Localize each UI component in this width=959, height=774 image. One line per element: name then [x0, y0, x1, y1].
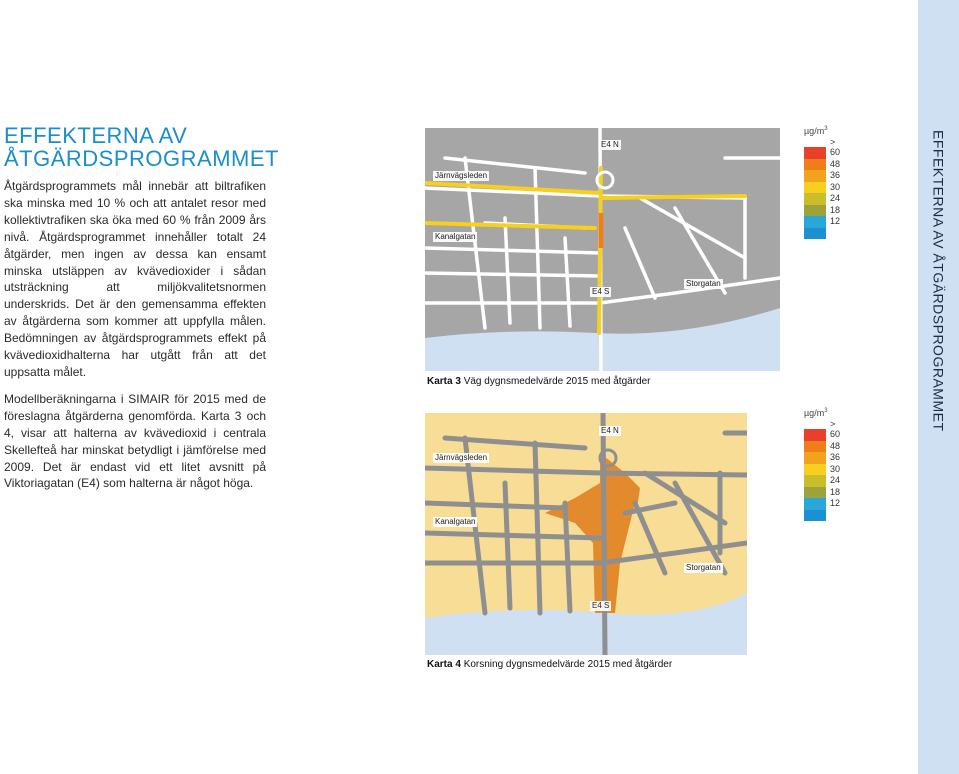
map-3-label-e4n: E4 N	[601, 140, 619, 149]
map-3	[425, 128, 780, 371]
legend-swatch	[804, 159, 826, 171]
legend-gt-sign: >	[830, 137, 836, 147]
legend-swatch	[804, 487, 826, 499]
legend-swatch	[804, 498, 826, 510]
article-paragraph-2: Modellberäkningarna i SIMAIR för 2015 med de föreslagna åtgärderna genomförda. Karta 3 och 4, visar att halterna av kvävedioxid i centrala Skellefteå har minskat betydligt i jämförelse med 2009. Det är endast vid ett litet avsnitt på Viktoriagatan (E4) som halterna är något höga.	[4, 391, 266, 491]
sidebar-strip	[918, 0, 959, 774]
legend-gt-sign: >	[830, 419, 836, 429]
map-4-graphic	[425, 413, 747, 655]
map-3-caption	[427, 376, 650, 387]
article	[4, 123, 279, 502]
map-4-caption-number: Karta 4	[427, 659, 461, 670]
legend-swatch	[804, 452, 826, 464]
map-3-label-jarnvagsleden: Järnvägsleden	[435, 171, 488, 180]
legend-swatch	[804, 193, 826, 205]
map-3-label-storgatan: Storgatan	[686, 279, 721, 288]
legend-map-3-rows: 60 48 36 30 24 18 12	[804, 147, 864, 239]
map-4-caption-text: Korsning dygnsmedelvärde 2015 med åtgärder	[463, 659, 673, 670]
map-3-caption-number: Karta 3	[427, 376, 461, 387]
legend-swatch	[804, 182, 826, 194]
legend-swatch	[804, 205, 826, 217]
map-4	[425, 413, 747, 655]
legend-map-4	[804, 408, 864, 521]
map-4-label-storgatan: Storgatan	[686, 563, 721, 572]
legend-swatch	[804, 510, 826, 522]
legend-swatch	[804, 170, 826, 182]
legend-swatch	[804, 475, 826, 487]
legend-map-4-rows: 60 48 36 30 24 18 12	[804, 429, 864, 521]
legend-unit: $\mu g/m^3$	[804, 126, 828, 136]
map-4-label-jarnvagsleden: Järnvägsleden	[435, 453, 488, 462]
legend-swatch	[804, 441, 826, 453]
sidebar-vertical-title: EFFEKTERNA AV ÅTGÄRDSPROGRAMMET	[930, 130, 947, 432]
legend-swatch	[804, 464, 826, 476]
legend-swatch	[804, 228, 826, 240]
map-3-caption-text: Väg dygnsmedelvärde 2015 med åtgärder	[463, 376, 651, 387]
map-4-label-e4n: E4 N	[601, 426, 619, 435]
legend-swatch	[804, 429, 826, 441]
map-4-caption	[427, 659, 672, 670]
legend-map-3	[804, 126, 864, 239]
map-4-label-e4s: E4 S	[592, 601, 610, 610]
legend-unit: $\mu g/m^3$	[804, 408, 828, 418]
article-heading: EFFEKTERNA AV ÅTGÄRDSPROGRAMMET	[4, 123, 279, 171]
legend-swatch	[804, 147, 826, 159]
map-4-label-kanalgatan: Kanalgatan	[435, 517, 476, 526]
legend-swatch	[804, 216, 826, 228]
map-3-label-kanalgatan: Kanalgatan	[435, 232, 476, 241]
article-paragraph-1: Åtgärdsprogrammets mål innebär att biltrafiken ska minska med 10 % och att antalet resor med kollektivtrafiken ska öka med 60 % från 2009 års nivå. Åtgärdsprogrammet innehåller totalt 24 åtgärder, men ingen av dessa kan ensamt minska utsläppen av kvävedioxider i sådan utsträckning att miljökvalitetsnormen underskrids. Det är den gemensamma effekten av åtgärderna som kommer att uppfylla målen. Bedömningen av åtgärdsprogrammets effekt på kvävedioxidhalterna har utgått från att det uppsatta målet.	[4, 179, 266, 379]
map-3-label-e4s: E4 S	[592, 287, 610, 296]
map-3-graphic	[425, 128, 780, 371]
